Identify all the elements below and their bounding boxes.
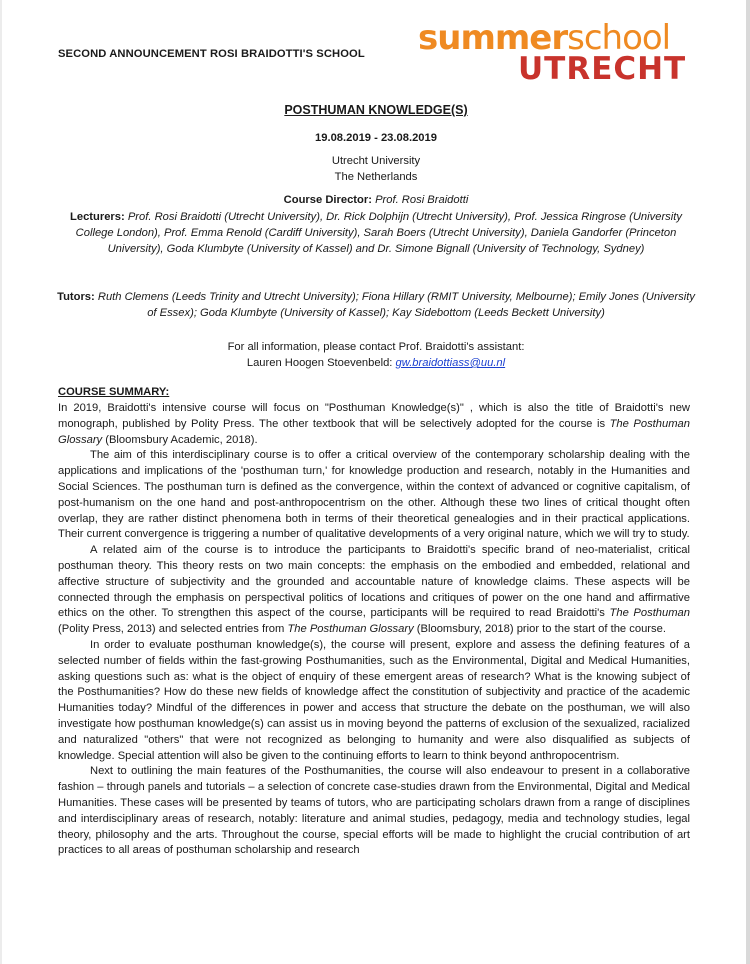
- director-label: Course Director:: [283, 194, 372, 206]
- course-title: POSTHUMAN KNOWLEDGE(S): [284, 103, 468, 117]
- contact-line: For all information, please contact Prof. Braidotti's assistant:: [227, 341, 525, 353]
- course-director-line: [56, 193, 696, 209]
- summary-paragraph-2: The aim of this interdisciplinary course is to offer a critical overview of the contemporary scholarship dealing with the applications and implications of the 'posthuman turn,' for knowledge production and research, notably in the Humanities and Social Sciences. The posthuman turn is defined as the convergence, within the context of advanced or cognitive capitalism, of post-humanism on the one hand and post-anthropocentrism on the other. Although these two lines of critical thought often overlap, they are rather distinct phenomena both in terms of their theoretical genealogies and in their practical applications. Their current convergence is triggering a number of qualitative developments of a very original nature, which we will try to study.: [58, 449, 690, 541]
- summary-paragraph-5: Next to outlining the main features of the Posthumanities, the course will also endeavour to present in a collaborative fashion – through panels and tutorials – a selection of concrete case-studies drawn from the Environmental, Digital and Medical Humanities. These cases will be presented by teams of tutors, who are participating scholars drawn from a range of disciplines and interdisciplinary areas of research, notably: literature and animal studies, pedagogy, media and technology studies, legal theory, philosophy and the arts. Throughout the course, special efforts will be made to highlight the crucial contribution of art practices to all areas of posthuman scholarship and research: [58, 765, 690, 857]
- contact-email-link[interactable]: gw.braidottiass@uu.nl: [395, 357, 506, 369]
- logo-school-word: school: [567, 18, 671, 58]
- lecturers-label: Lecturers:: [70, 211, 125, 223]
- summary-paragraph-1: In 2019, Braidotti's intensive course will focus on "Posthuman Knowledge(s)" , which is also the title of Braidotti's new monograph, published by Polity Press. The other textbook that will be selectively adopted for the course is The Posthuman Glossary (Bloomsbury Academic, 2018).: [58, 402, 690, 446]
- tutors-list: Ruth Clemens (Leeds Trinity and Utrecht University); Fiona Hillary (RMIT University, Melbourne); Emily Jones (University of Essex); Goda Klumbyte (University of Kassel); Kay Sidebottom (Leeds Beckett University): [97, 291, 695, 319]
- lecturers-list: Prof. Rosi Braidotti (Utrecht University), Dr. Rick Dolphijn (Utrecht University), Prof. Jessica Ringrose (University College London), Prof. Emma Renold (Cardiff University), Sarah Boers (Utrecht University), Daniela Gandorfer (Princeton University), Goda Klumbyte (University of Kassel) and Dr. Simone Bignall (University of Technology, Sydney): [75, 211, 682, 255]
- announcement-heading: SECOND ANNOUNCEMENT ROSI BRAIDOTTI'S SCHOOL: [58, 48, 365, 60]
- course-summary-heading: COURSE SUMMARY:: [58, 386, 170, 398]
- page-edge-right: [746, 0, 750, 964]
- course-university: Utrecht University: [331, 155, 421, 167]
- contact-name: Lauren Hoogen Stoevenbeld:: [246, 357, 393, 369]
- summary-paragraph-4: In order to evaluate posthuman knowledge(s), the course will present, explore and assess the defining features of a selected number of fields within the fast-growing Posthumanities, such as the Environmental, Digital and Medical Humanities, asking questions such as: what is the object of enquiry of these emergent areas of research? What is the knowing subject of the Posthumanities? How do these new fields of knowledge affect the constitution of subjectivity and practice of the academic Humanities today? Mindful of the differences in power and access that structure the debate on the posthuman, we will also investigate how posthuman knowledge(s) can assist us in moving beyond the patterns of exclusion of the sexualized, racialized and naturalized "others" that were not recognized as belonging to humanity and were also disqualified as subjects of knowledge. Special attention will also be given to the continuing efforts to learn to think beyond anthropocentrism.: [58, 638, 690, 762]
- director-name: Prof. Rosi Braidotti: [375, 194, 469, 206]
- course-dates: 19.08.2019 - 23.08.2019: [315, 132, 437, 144]
- course-summary-body: [58, 401, 690, 859]
- tutors-label: Tutors:: [57, 291, 95, 303]
- contact-name-line: [56, 356, 696, 372]
- logo-summer-word: summer: [418, 18, 568, 58]
- tutors-block: [56, 290, 696, 322]
- lecturers-block: [56, 210, 696, 257]
- page-edge-left: [0, 0, 2, 964]
- course-country: The Netherlands: [334, 171, 418, 183]
- summary-paragraph-3: A related aim of the course is to introduce the participants to Braidotti's specific brand of neo-materialist, critical posthuman theory. This theory rests on two main concepts: the emphasis on the embodied and embedded, relational and affective structure of subjectivity and the grounded and accountable nature of knowledge claims. These aspects will be connected through the emphasis on perspectival politics of locations and critiques of power on the one hand and affirmative ethics on the other. To strengthen this aspect of the course, participants will be required to read Braidotti's The Posthuman (Polity Press, 2013) and selected entries from The Posthuman Glossary (Bloomsbury, 2018) prior to the start of the course.: [58, 544, 691, 636]
- logo-utrecht-word: UTRECHT: [518, 51, 687, 87]
- summer-school-utrecht-logo: [418, 18, 710, 87]
